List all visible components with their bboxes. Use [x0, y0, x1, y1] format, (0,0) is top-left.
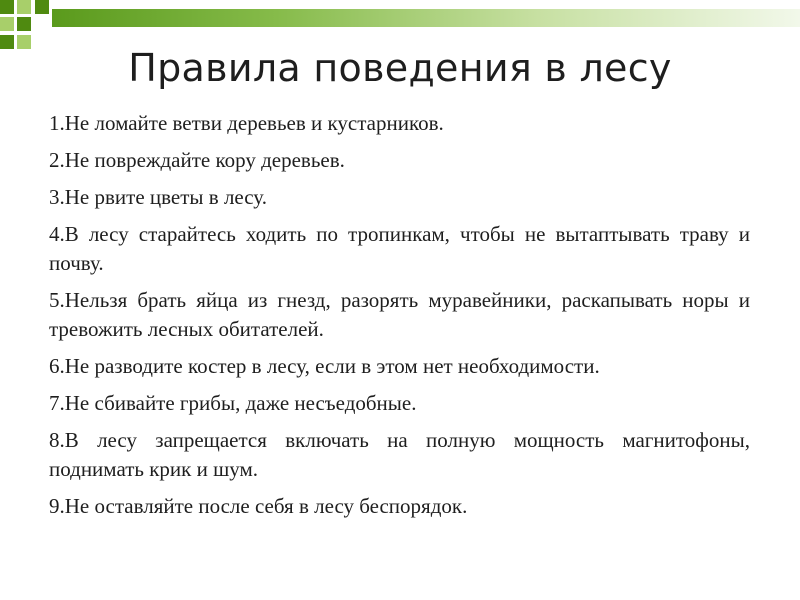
corner-square-dark	[17, 17, 31, 31]
corner-square-light	[0, 17, 14, 31]
rule-item: 6.Не разводите костер в лесу, если в этом нет необходимости.	[49, 354, 600, 378]
corner-square-light	[17, 0, 31, 14]
header-gradient-bar	[52, 9, 800, 27]
rule-item: 5.Нельзя брать яйца из гнезд, разорять муравейники, раскапывать норы и тревожить лесных обитателей.	[49, 288, 750, 341]
slide-title: Правила поведения в лесу	[128, 46, 672, 90]
rule-item: 8.В лесу запрещается включать на полную мощность магнитофоны, поднимать крик и шум.	[49, 428, 750, 481]
rules-list	[49, 109, 750, 529]
corner-square-dark	[35, 0, 49, 14]
rule-item: 2.Не повреждайте кору деревьев.	[49, 148, 345, 172]
rule-item: 9.Не оставляйте после себя в лесу беспорядок.	[49, 494, 468, 518]
rule-item: 3.Не рвите цветы в лесу.	[49, 185, 267, 209]
rule-item: 1.Не ломайте ветви деревьев и кустарников.	[49, 111, 444, 135]
rule-item: 4.В лесу старайтесь ходить по тропинкам, чтобы не вытаптывать траву и почву.	[49, 222, 750, 275]
corner-square-dark	[0, 0, 14, 14]
rule-item: 7.Не сбивайте грибы, даже несъедобные.	[49, 391, 417, 415]
